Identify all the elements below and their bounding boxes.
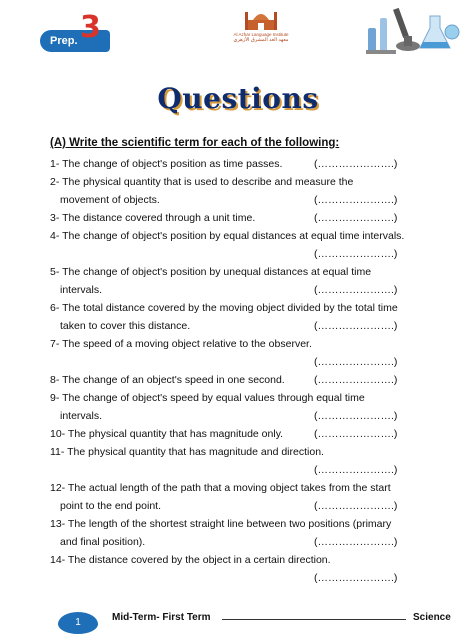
question-line [50,245,470,263]
question-line [50,425,470,443]
question-text: 10- The physical quantity that has magnitude only. [50,428,284,440]
question-text: taken to cover this distance. [60,320,191,332]
question-text: 5- The change of object's position by unequal distances at equal time [50,266,372,278]
question-line [50,155,470,173]
question-line [50,227,470,245]
question-text: 1- The change of object's position as time passes. [50,158,283,170]
page-header [0,0,476,64]
question-text: 4- The change of object's position by equal distances at equal time intervals. [50,230,405,242]
answer-blank: (………………….) [314,410,398,422]
lab-equipment-icon [360,2,460,56]
answer-blank: (………………….) [314,194,398,206]
section-heading: (A) Write the scientific term for each of the following: [50,137,340,149]
prep-label: Prep. [50,35,78,47]
page-number: 1 [58,612,98,634]
question-line [50,299,470,317]
question-line [50,533,470,551]
answer-blank: (………………….) [314,248,398,260]
question-text: 12- The actual length of the path that a moving object takes from the start [50,482,391,494]
question-text: intervals. [60,284,103,296]
question-text: 6- The total distance covered by the moving object divided by the total time [50,302,398,314]
question-text: 7- The speed of a moving object relative to the observer. [50,338,312,350]
answer-blank: (………………….) [314,536,398,548]
answer-blank: (………………….) [314,572,398,584]
footer-divider [222,619,406,620]
question-text: 8- The change of an object's speed in one second. [50,374,285,386]
answer-blank: (………………….) [314,374,398,386]
question-line [50,389,470,407]
question-line [50,515,470,533]
institute-logo [228,8,294,50]
question-text: intervals. [60,410,103,422]
question-line [50,209,470,227]
footer-subject: Science [413,612,451,623]
question-text: movement of objects. [60,194,160,206]
question-line [50,551,470,569]
answer-blank: (………………….) [314,428,398,440]
question-line [50,461,470,479]
question-text: point to the end point. [60,500,161,512]
question-line [50,371,470,389]
question-text: 13- The length of the shortest straight line between two positions (primary [50,518,392,530]
question-text: 2- The physical quantity that is used to describe and measure the [50,176,354,188]
question-text: 11- The physical quantity that has magnitude and direction. [50,446,324,458]
question-line [50,353,470,371]
answer-blank: (………………….) [314,464,398,476]
question-text: 9- The change of object's speed by equal values through equal time [50,392,365,404]
question-text: 14- The distance covered by the object in a certain direction. [50,554,331,566]
question-list [50,155,470,587]
question-line [50,335,470,353]
logo-arabic-text: معهد الغد المشرق الأزهري [233,37,289,43]
answer-blank: (………………….) [314,212,398,224]
mosque-logo-icon [244,8,278,32]
answer-blank: (………………….) [314,284,398,296]
question-text: 3- The distance covered through a unit time. [50,212,256,224]
question-line [50,317,470,335]
question-line [50,191,470,209]
answer-blank: (………………….) [314,158,398,170]
footer-term: Mid-Term- First Term [112,612,211,623]
question-line [50,569,470,587]
page-title: Questions [157,82,319,115]
question-line [50,281,470,299]
page-footer [0,604,476,640]
logo-english-text: Al Azhar Language Institute [233,32,289,37]
answer-blank: (………………….) [314,320,398,332]
question-line [50,407,470,425]
question-line [50,443,470,461]
question-text: and final position). [60,536,146,548]
question-line [50,479,470,497]
question-line [50,497,470,515]
answer-blank: (………………….) [314,500,398,512]
question-line [50,263,470,281]
prep-number: 3 [80,10,101,45]
question-line [50,173,470,191]
answer-blank: (………………….) [314,356,398,368]
